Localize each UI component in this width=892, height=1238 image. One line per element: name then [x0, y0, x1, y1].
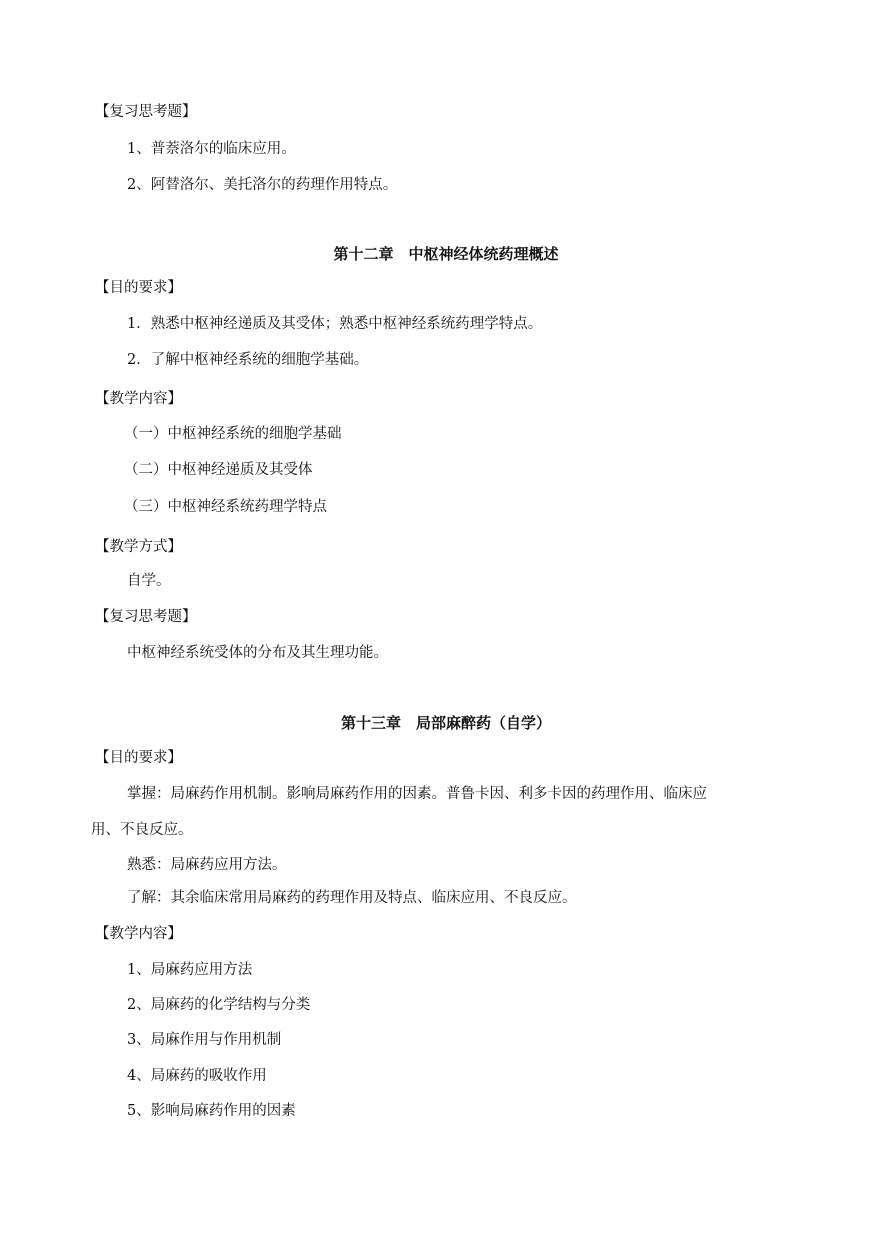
- list-item: 1、局麻药应用方法: [127, 962, 253, 978]
- list-item: 4、局麻药的吸收作用: [127, 1068, 267, 1084]
- chapter-title: 第十三章 局部麻醉药（自学）: [340, 714, 551, 732]
- paragraph: 自学。: [127, 573, 171, 589]
- section-heading: 【复习思考题】: [95, 609, 197, 625]
- list-item: 2、阿替洛尔、美托洛尔的药理作用特点。: [127, 177, 398, 193]
- paragraph: 中枢神经系统受体的分布及其生理功能。: [127, 645, 388, 661]
- chapter-title: 第十二章 中枢神经体统药理概述: [333, 245, 559, 263]
- list-item: 5、影响局麻药作用的因素: [127, 1103, 296, 1119]
- paragraph: 熟悉：局麻药应用方法。: [127, 857, 287, 873]
- list-item: 1．熟悉中枢神经递质及其受体；熟悉中枢神经系统药理学特点。: [127, 316, 543, 332]
- list-item: 3、局麻作用与作用机制: [127, 1032, 282, 1048]
- list-item: 2、局麻药的化学结构与分类: [127, 997, 311, 1013]
- paragraph: 用、不良反应。: [91, 822, 193, 838]
- section-heading: 【教学内容】: [95, 926, 182, 942]
- list-item: （一）中枢神经系统的细胞学基础: [124, 426, 342, 442]
- section-heading: 【目的要求】: [95, 280, 182, 296]
- section-heading: 【教学方式】: [95, 539, 182, 555]
- list-item: 2．了解中枢神经系统的细胞学基础。: [127, 352, 369, 368]
- list-item: （三）中枢神经系统药理学特点: [124, 499, 327, 515]
- section-heading: 【复习思考题】: [95, 104, 197, 120]
- section-heading: 【教学内容】: [95, 391, 182, 407]
- section-heading: 【目的要求】: [95, 750, 182, 766]
- list-item: 1、普萘洛尔的临床应用。: [127, 141, 296, 157]
- paragraph: 掌握：局麻药作用机制。影响局麻药作用的因素。普鲁卡因、利多卡因的药理作用、临床应: [127, 786, 707, 802]
- list-item: （二）中枢神经递质及其受体: [124, 462, 313, 478]
- paragraph: 了解：其余临床常用局麻药的药理作用及特点、临床应用、不良反应。: [127, 890, 577, 906]
